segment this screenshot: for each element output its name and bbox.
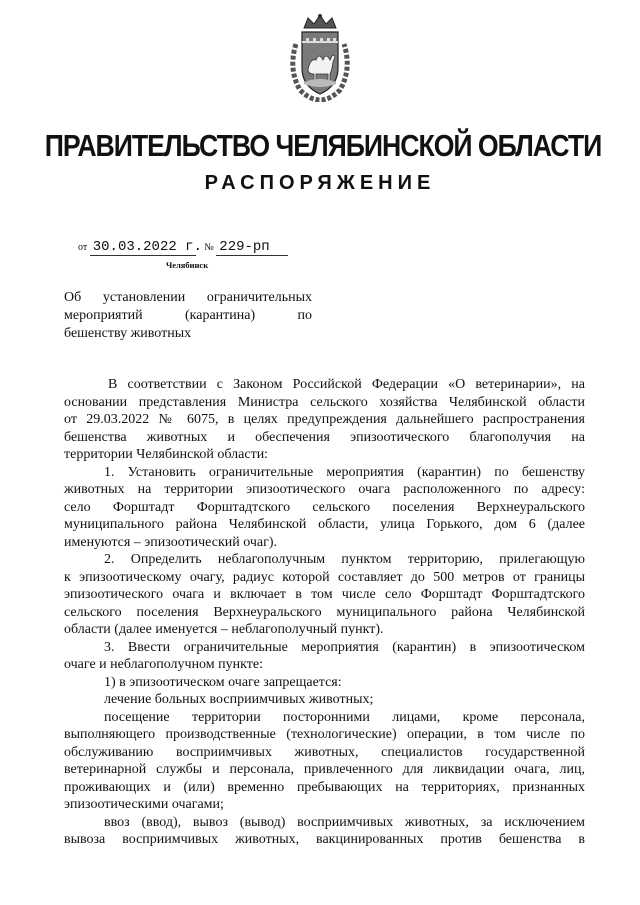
body-line: проживающих и (или) временно пребывающих на территориях, признанных [64,779,585,795]
number-label: № [204,242,214,253]
date-label: от [78,242,88,253]
subject-line: мероприятий (карантина) по [64,308,312,323]
body-line: В соответствии с Законом Российской Федерации «О ветеринарии», на [108,377,585,392]
body-line: ветеринарной службы и персонала, привлеченного для ликвидации очага, лиц, [64,762,585,777]
document-meta [78,240,288,256]
body-line: к эпизоотическому очагу, радиус которой составляет до 500 метров от границы [64,569,585,585]
document-number: 229-рп [216,240,288,256]
subject-line: бешенству животных [64,326,192,341]
body-line: 3. Ввести ограничительные мероприятия (карантин) в эпизоотическом [104,639,585,655]
body-line: именуются – эпизоотический очаг). [64,534,278,550]
body-line: вывоза восприимчивых животных, вакцинированных против бешенства в [64,832,585,847]
body-line: эпизоотического очага и включает в том числе село Форштадт Форштадтского [64,587,585,602]
body-line: эпизоотическими очагами; [64,797,224,812]
document-subject [64,289,312,343]
body-line: выполняющего производственные (технологические) операции, в том числе по [64,727,585,742]
body-line: области (далее именуется – неблагополучный пункт). [64,622,384,637]
body-line: 1. Установить ограничительные мероприятия (карантин) по бешенству [104,464,585,480]
document-body [64,376,585,849]
body-line: посещение территории посторонними лицами, кроме персонала, [104,709,585,725]
body-line: 2. Определить неблагополучным пунктом территорию, прилегающую [104,552,585,567]
government-title: ПРАВИТЕЛЬСТВО ЧЕЛЯБИНСКОЙ ОБЛАСТИ [44,128,602,163]
body-line: сельского поселения Верхнеуральского муниципального района Челябинской [64,604,585,620]
body-line: бешенства животных и обеспечения эпизоотического благополучия на [64,429,585,445]
body-line: основании представления Министра сельского хозяйства Челябинской области [64,394,585,410]
document-city: Челябинск [166,260,209,270]
body-line: очаге и неблагополучном пункте: [64,657,263,672]
body-line: 1) в эпизоотическом очаге запрещается: [104,674,342,690]
body-line: животных на территории эпизоотического очага расположенного по адресу: [64,482,585,497]
document-date: 30.03.2022 г. [90,240,196,256]
body-line: ввоз (ввод), вывоз (вывод) восприимчивых животных, за исключением [104,814,585,830]
document-type: РАСПОРЯЖЕНИЕ [204,172,436,194]
body-line: территории Челябинской области: [64,447,269,462]
subject-line: Об установлении ограничительных [64,290,312,305]
body-line: муниципального района Челябинской области, улица Горького, дом 6 (далее [64,517,585,532]
chelyabinsk-coat-of-arms-icon [286,14,354,102]
body-line: от 29.03.2022 № 6075, в целях предупреждения дальнейшего распространения [64,412,585,427]
body-line: обслуживанию восприимчивых животных, специалистов государственной [64,744,585,760]
body-line: село Форштадт Форштадтского сельского поселения Верхнеуральского [64,499,585,515]
body-line: лечение больных восприимчивых животных; [104,692,374,707]
